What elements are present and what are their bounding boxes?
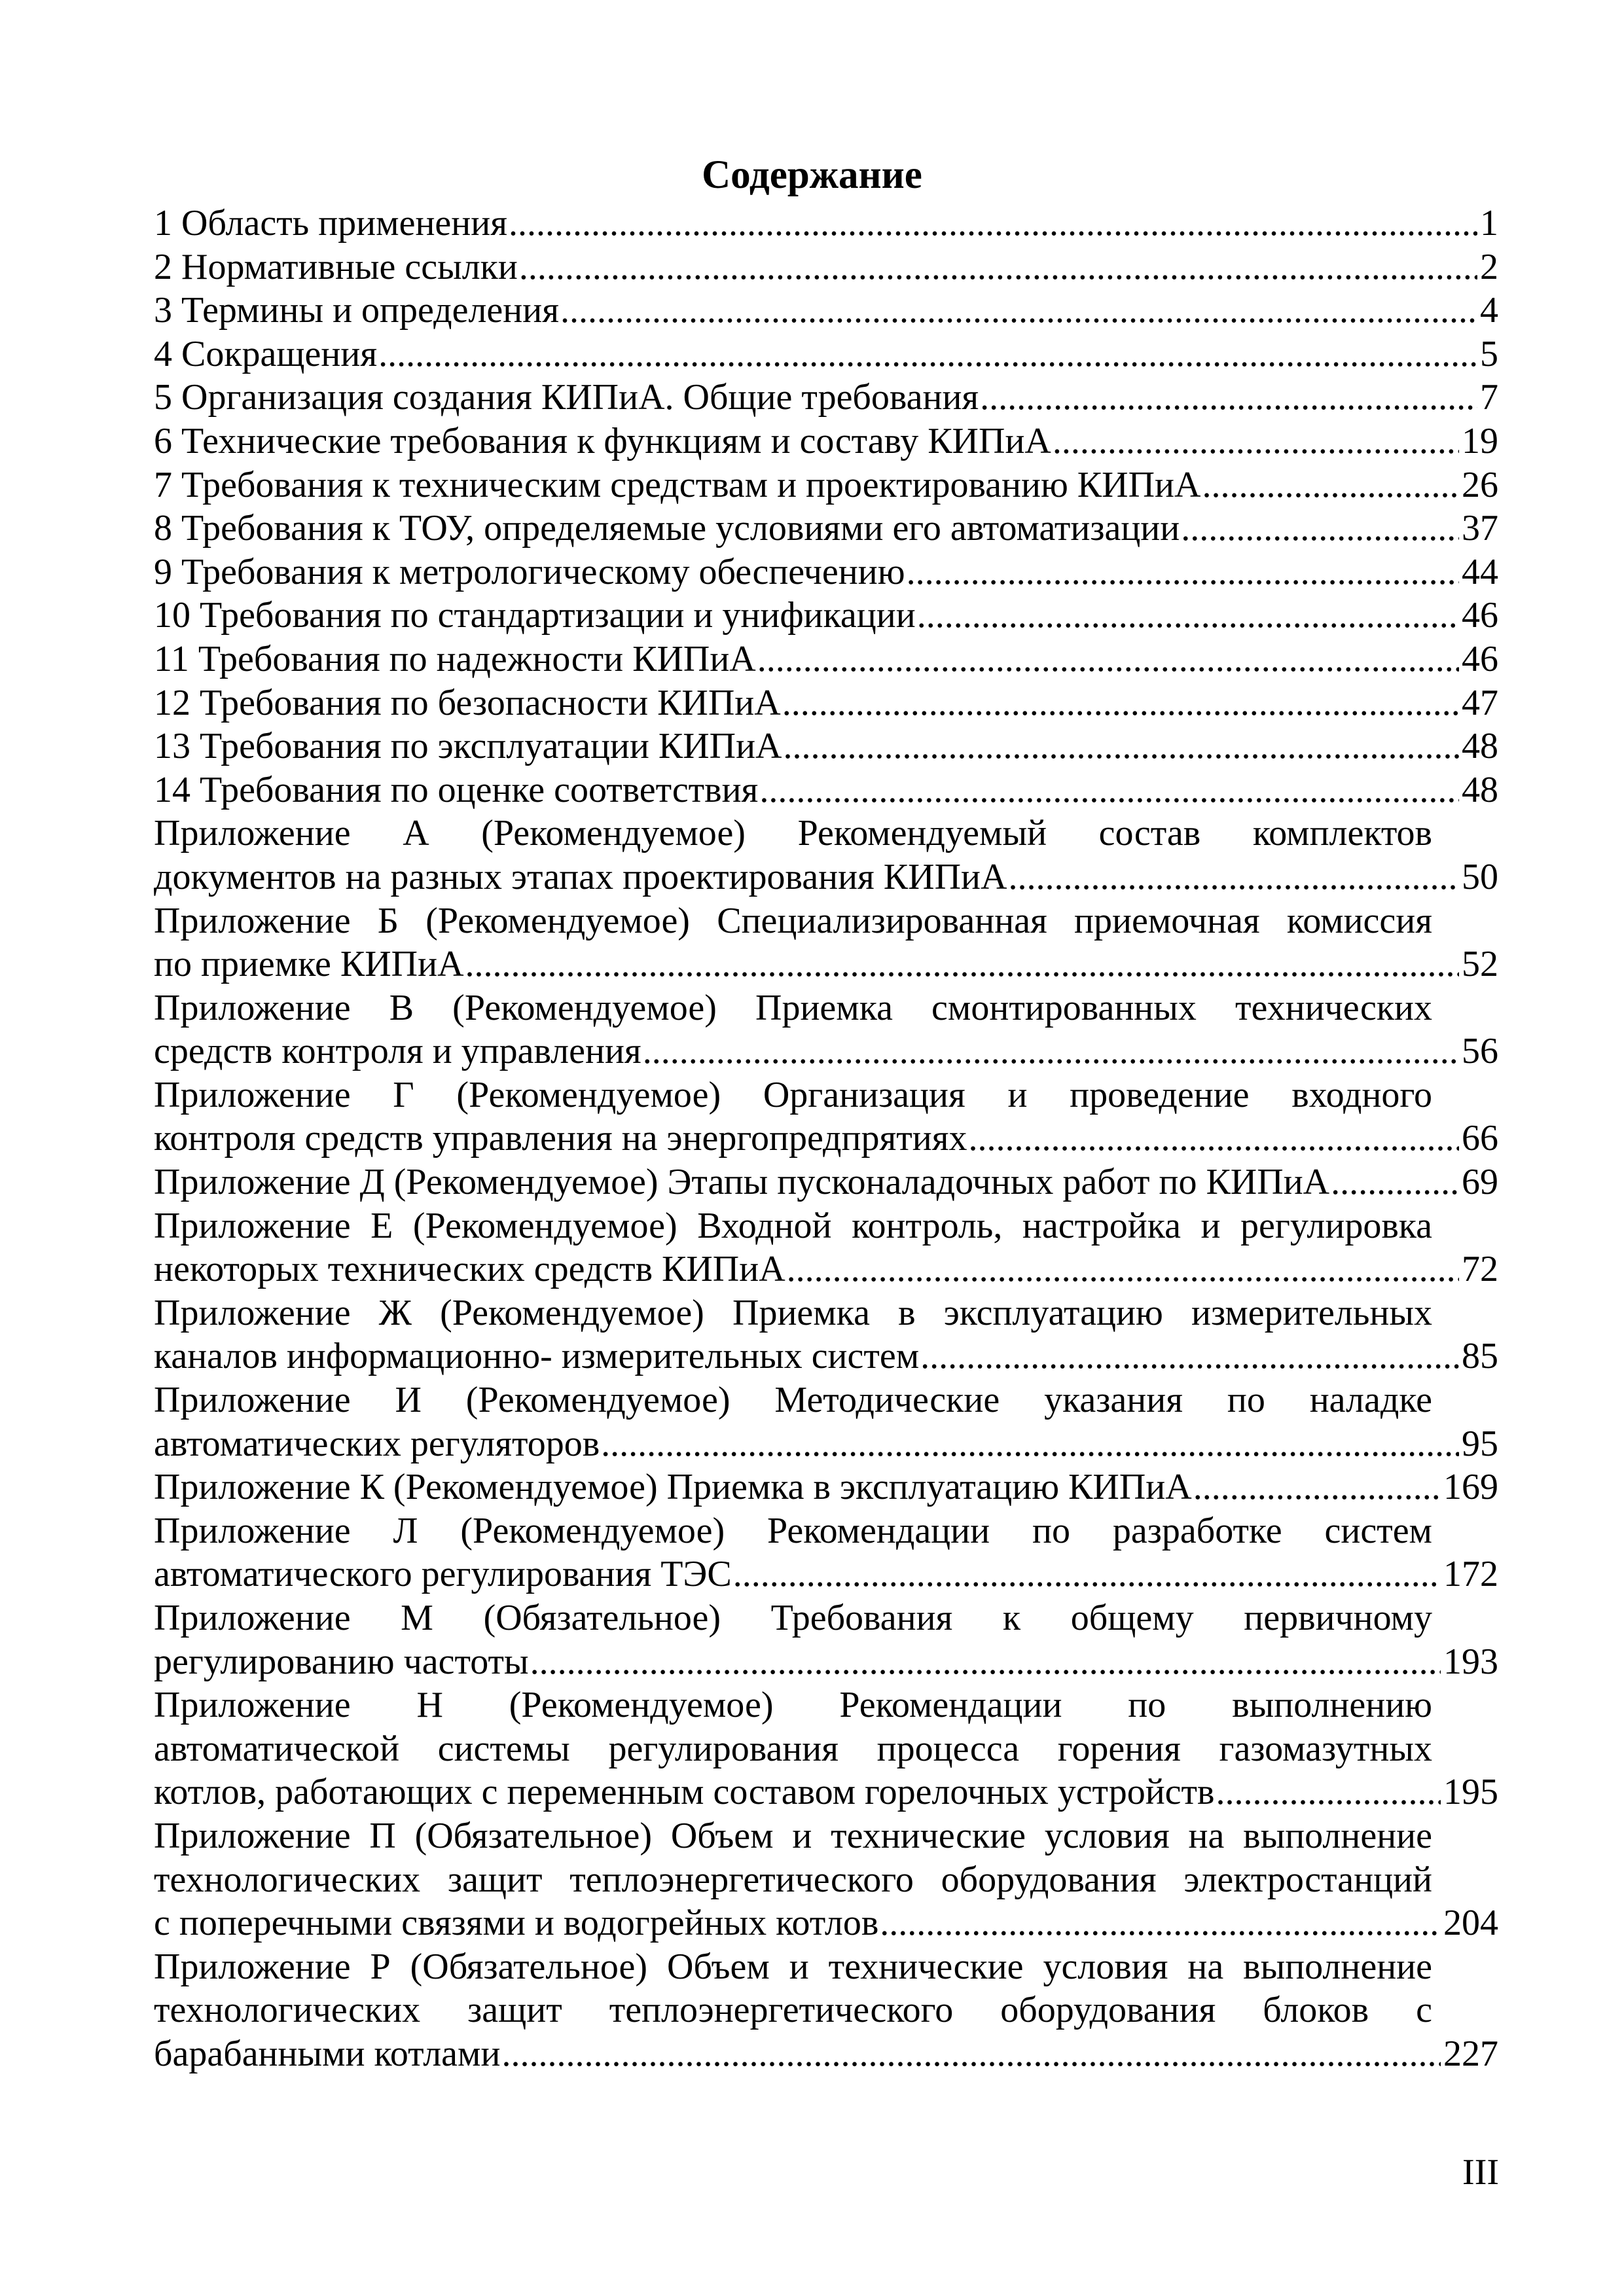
toc-entry[interactable] (154, 1509, 1498, 1596)
toc-entry-last-line (154, 1901, 1498, 1945)
toc-entry-title: 9 Требования к метрологическому обеспечению (154, 551, 905, 592)
toc-entry-line: Приложение Б (Рекомендуемое) Специализированная приемочная комиссия (154, 900, 1432, 941)
dot-leader (968, 1117, 1459, 1160)
toc-entry-page-number: 95 (1462, 1423, 1498, 1464)
toc-entry[interactable] (154, 986, 1498, 1073)
dot-leader (643, 1030, 1459, 1073)
toc-entry-title: 6 Технические требования к функциям и составу КИПиА (154, 420, 1051, 461)
toc-entry-title: 8 Требования к ТОУ, определяемые условиями его автоматизации (154, 508, 1180, 549)
toc-entry-page-number: 48 (1462, 769, 1498, 810)
toc-entry-page-number: 46 (1462, 638, 1498, 679)
dot-leader (1053, 420, 1459, 463)
dot-leader (1193, 1465, 1441, 1509)
toc-entry-title: Приложение Д (Рекомендуемое) Этапы пусконаладочных работ по КИПиА (154, 1162, 1330, 1203)
dot-leader (501, 2032, 1441, 2076)
toc-entry[interactable] (154, 812, 1498, 899)
dot-leader (920, 1335, 1459, 1378)
dot-leader (1008, 855, 1459, 899)
toc-entry-page-number: 2 (1480, 246, 1498, 287)
toc-entry-title: некоторых технических средств КИПиА (154, 1249, 785, 1290)
toc-entry-page-number: 56 (1462, 1031, 1498, 1072)
toc-entry[interactable] (154, 332, 1498, 376)
toc-entry[interactable] (154, 899, 1498, 986)
toc-entry[interactable] (154, 1073, 1498, 1160)
toc-entry-title: 12 Требования по безопасности КИПиА (154, 682, 781, 723)
toc-entry[interactable] (154, 1160, 1498, 1204)
toc-entry-last-line (154, 507, 1498, 550)
toc-entry-last-line (154, 1422, 1498, 1466)
toc-entry-last-line (154, 637, 1498, 681)
toc-entry-line: автоматической системы регулирования процесса горения газомазутных (154, 1728, 1432, 1769)
toc-entry-page-number: 72 (1462, 1249, 1498, 1290)
toc-entry-title: 1 Область применения (154, 203, 507, 243)
toc-entry-page-number: 44 (1462, 551, 1498, 592)
toc-entry-title: 11 Требования по надежности КИПиА (154, 638, 756, 679)
toc-entry-last-line (154, 550, 1498, 594)
toc-entry-page-number: 48 (1462, 726, 1498, 767)
dot-leader (759, 768, 1459, 812)
toc-entry-last-line (154, 463, 1498, 507)
toc-entry-line: Приложение Ж (Рекомендуемое) Приемка в эксплуатацию измерительных (154, 1292, 1432, 1333)
toc-entry-last-line (154, 768, 1498, 812)
toc-entry[interactable] (154, 1814, 1498, 1945)
dot-leader (880, 1901, 1441, 1945)
toc-entry[interactable] (154, 1465, 1498, 1509)
dot-leader (784, 725, 1460, 768)
dot-leader (917, 594, 1459, 637)
toc-entry[interactable] (154, 420, 1498, 463)
dot-leader (519, 245, 1477, 289)
dot-leader (757, 637, 1459, 681)
toc-entry-page-number: 50 (1462, 856, 1498, 897)
toc-entry-last-line (154, 1465, 1498, 1509)
toc-entry-title: котлов, работающих с переменным составом горелочных устройств (154, 1772, 1215, 1813)
toc-entry-last-line (154, 725, 1498, 768)
toc-entry[interactable] (154, 463, 1498, 507)
toc-entry-last-line (154, 332, 1498, 376)
dot-leader (1202, 463, 1459, 507)
toc-entry[interactable] (154, 550, 1498, 594)
dot-leader (782, 681, 1459, 725)
dot-leader (980, 376, 1477, 420)
page-title: Содержание (702, 153, 922, 197)
toc-entry-line: Приложение Н (Рекомендуемое) Рекомендации по выполнению (154, 1685, 1432, 1726)
toc-entry-last-line (154, 1117, 1498, 1160)
toc-entry-title: каналов информационно- измерительных систем (154, 1336, 920, 1377)
toc-entry-page-number: 4 (1480, 290, 1498, 331)
toc-entry-title: 5 Организация создания КИПиА. Общие требования (154, 377, 979, 418)
toc-entry-title: 3 Термины и определения (154, 290, 559, 331)
dot-leader (787, 1247, 1459, 1291)
toc-entry[interactable] (154, 245, 1498, 289)
toc-entry-last-line (154, 1160, 1498, 1204)
toc-entry-title: документов на разных этапах проектирования КИПиА (154, 856, 1007, 897)
toc-entry-last-line (154, 1552, 1498, 1596)
toc-entry-page-number: 204 (1443, 1903, 1498, 1944)
toc-entry-page-number: 26 (1462, 464, 1498, 505)
toc-entry-last-line (154, 1030, 1498, 1073)
toc-entry-title: 4 Сокращения (154, 333, 378, 374)
toc-entry-page-number: 47 (1462, 682, 1498, 723)
toc-entry[interactable] (154, 1596, 1498, 1683)
toc-entry[interactable] (154, 1945, 1498, 2076)
toc-entry-last-line (154, 1640, 1498, 1684)
toc-entry-last-line (154, 1770, 1498, 1814)
toc-entry-page-number: 19 (1462, 420, 1498, 461)
toc-entry[interactable] (154, 289, 1498, 332)
toc-entry-page-number: 85 (1462, 1336, 1498, 1377)
toc-entry-page-number: 195 (1443, 1772, 1498, 1813)
toc-entry-line: технологических защит теплоэнергетического оборудования блоков с (154, 1990, 1432, 2031)
toc-entry[interactable] (154, 507, 1498, 550)
toc-entry[interactable] (154, 725, 1498, 768)
toc-entry[interactable] (154, 768, 1498, 812)
toc-entry-title: 7 Требования к техническим средствам и проектированию КИПиА (154, 464, 1201, 505)
toc-entry-title: барабанными котлами (154, 2033, 501, 2074)
toc-entry-last-line (154, 2032, 1498, 2076)
toc-entry-last-line (154, 681, 1498, 725)
toc-entry-title: регулированию частоты (154, 1641, 529, 1682)
toc-entry-last-line (154, 1247, 1498, 1291)
toc-entry-page-number: 169 (1443, 1467, 1498, 1508)
toc-entry-page-number: 5 (1480, 333, 1498, 374)
dot-leader (1216, 1770, 1441, 1814)
toc-entry[interactable] (154, 637, 1498, 681)
toc-entry-last-line (154, 855, 1498, 899)
toc-entry-page-number: 1 (1480, 203, 1498, 243)
dot-leader (560, 289, 1477, 332)
toc-entry-line: Приложение Г (Рекомендуемое) Организация и проведение входного (154, 1074, 1432, 1115)
toc-entry-page-number: 37 (1462, 508, 1498, 549)
toc-entry-title: контроля средств управления на энергопредпрятиях (154, 1118, 967, 1159)
toc-entry-line: Приложение П (Обязательное) Объем и технические условия на выполнение (154, 1815, 1432, 1856)
toc-entry-line: Приложение А (Рекомендуемое) Рекомендуемый состав комплектов (154, 813, 1432, 854)
toc-entry-page-number: 7 (1480, 377, 1498, 418)
dot-leader (733, 1552, 1441, 1596)
toc-entry-page-number: 193 (1443, 1641, 1498, 1682)
toc-entry-title: 13 Требования по эксплуатации КИПиА (154, 726, 782, 767)
toc-entry-last-line (154, 202, 1498, 245)
toc-entry-page-number: 172 (1443, 1554, 1498, 1595)
toc-entry-last-line (154, 942, 1498, 986)
toc-entry-line: Приложение Р (Обязательное) Объем и технические условия на выполнение (154, 1946, 1432, 1987)
dot-leader (601, 1422, 1459, 1466)
dot-leader (378, 332, 1477, 376)
toc-entry[interactable] (154, 1378, 1498, 1465)
page-number: III (1462, 2152, 1499, 2193)
toc-entry-last-line (154, 1335, 1498, 1378)
toc-entry-line: Приложение Е (Рекомендуемое) Входной контроль, настройка и регулировка (154, 1205, 1432, 1246)
toc-entry-page-number: 66 (1462, 1118, 1498, 1159)
dot-leader (465, 942, 1459, 986)
toc-entry-line: Приложение Л (Рекомендуемое) Рекомендации по разработке систем (154, 1510, 1432, 1551)
toc-entry-line: Приложение М (Обязательное) Требования к общему первичному (154, 1598, 1432, 1638)
toc-entry[interactable] (154, 1291, 1498, 1378)
toc-entry[interactable] (154, 594, 1498, 637)
table-of-contents (154, 202, 1498, 2076)
toc-entry-page-number: 227 (1443, 2033, 1498, 2074)
toc-entry-line: Приложение В (Рекомендуемое) Приемка смонтированных технических (154, 987, 1432, 1028)
toc-entry-title: средств контроля и управления (154, 1031, 641, 1072)
toc-entry[interactable] (154, 1683, 1498, 1814)
toc-entry-title: автоматических регуляторов (154, 1423, 600, 1464)
toc-entry-page-number: 69 (1462, 1162, 1498, 1203)
toc-entry-title: Приложение К (Рекомендуемое) Приемка в эксплуатацию КИПиА (154, 1467, 1192, 1508)
dot-leader (530, 1640, 1441, 1684)
toc-entry-line: технологических защит теплоэнергетического оборудования электростанций (154, 1859, 1432, 1900)
toc-entry-title: 2 Нормативные ссылки (154, 246, 518, 287)
dot-leader (1331, 1160, 1459, 1204)
toc-entry-page-number: 52 (1462, 944, 1498, 985)
toc-entry-title: с поперечными связями и водогрейных котлов (154, 1903, 879, 1944)
toc-entry-last-line (154, 594, 1498, 637)
toc-entry-line: Приложение И (Рекомендуемое) Методические указания по наладке (154, 1380, 1432, 1421)
toc-entry[interactable] (154, 376, 1498, 420)
toc-entry-title: 14 Требования по оценке соответствия (154, 769, 759, 810)
toc-entry-title: автоматического регулирования ТЭС (154, 1554, 732, 1595)
toc-entry[interactable] (154, 681, 1498, 725)
toc-entry-last-line (154, 245, 1498, 289)
dot-leader (509, 202, 1477, 245)
toc-entry-title: 10 Требования по стандартизации и унификации (154, 595, 916, 636)
toc-entry-last-line (154, 376, 1498, 420)
toc-entry-page-number: 46 (1462, 595, 1498, 636)
dot-leader (907, 550, 1459, 594)
toc-entry[interactable] (154, 202, 1498, 245)
toc-entry[interactable] (154, 1204, 1498, 1291)
toc-entry-last-line (154, 289, 1498, 332)
toc-entry-last-line (154, 420, 1498, 463)
toc-entry-title: по приемке КИПиА (154, 944, 464, 985)
dot-leader (1181, 507, 1459, 550)
